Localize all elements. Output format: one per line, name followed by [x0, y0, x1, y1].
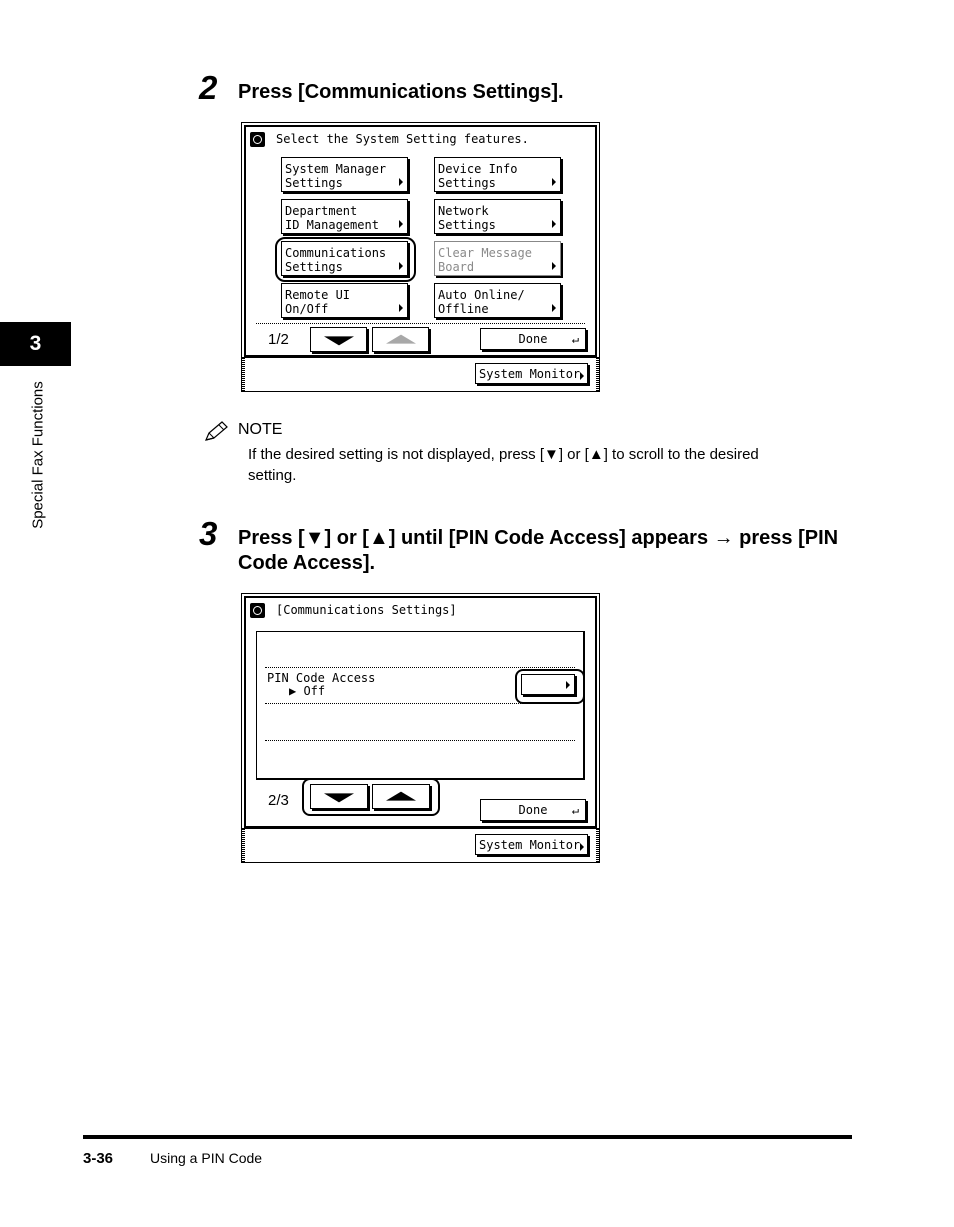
step-2-number: 2: [199, 69, 218, 106]
clear-message-board-button[interactable]: [434, 241, 561, 276]
scroll-down-button[interactable]: [310, 327, 367, 352]
done-label: Done: [518, 332, 548, 346]
pin-code-access-value: ▶ Off: [289, 684, 326, 698]
system-monitor-button[interactable]: [475, 363, 588, 384]
auto-online-offline-button[interactable]: [434, 283, 561, 318]
scroll-up-button[interactable]: [372, 327, 429, 352]
section-title: Using a PIN Code: [150, 1150, 263, 1166]
screen-main-area: [244, 596, 597, 828]
done-label: Done: [518, 803, 548, 817]
button-label-line2: ID Management: [285, 218, 379, 232]
step-3-instruction-line2: Code Access].: [238, 552, 376, 574]
step-3-instruction-line1: Press [▼] or [▲] until [PIN Code Access] appears → press [PIN: [238, 527, 839, 549]
system-monitor-label: System Monitor: [479, 367, 581, 381]
done-button[interactable]: [480, 328, 586, 350]
chevron-right-icon: [399, 220, 403, 228]
chevron-right-icon: [399, 262, 403, 270]
note-line-2: setting.: [248, 467, 297, 484]
divider: [256, 323, 585, 324]
machine-icon: [250, 132, 265, 147]
chapter-tab: [0, 322, 71, 366]
step-3-number: 3: [199, 515, 218, 552]
chevron-right-icon: [580, 372, 584, 380]
system-manager-settings-button[interactable]: [281, 157, 408, 192]
chevron-right-icon: [399, 178, 403, 186]
button-label-line2: Settings: [438, 218, 496, 232]
return-icon: ↵: [571, 332, 579, 346]
device-info-settings-button[interactable]: [434, 157, 561, 192]
hatch-left: [242, 829, 245, 862]
pin-code-access-button[interactable]: [521, 674, 575, 695]
button-label-line1: System Manager: [285, 162, 387, 176]
status-strip: [242, 357, 599, 391]
button-label-line2: Board: [438, 260, 475, 274]
hatch-right: [596, 358, 599, 391]
chevron-right-icon: [552, 178, 556, 186]
button-label-line1: Device Info: [438, 162, 518, 176]
machine-icon: [250, 603, 265, 618]
button-label-line2: Settings: [438, 176, 496, 190]
button-label-line1: Department: [285, 204, 358, 218]
scroll-up-button[interactable]: [372, 784, 430, 809]
system-monitor-label: System Monitor: [479, 838, 581, 852]
button-label-line2: On/Off: [285, 302, 329, 316]
chevron-right-icon: [552, 220, 556, 228]
list-divider: [265, 703, 575, 704]
screen-prompt: Select the System Setting features.: [276, 132, 529, 146]
pencil-icon: [203, 420, 229, 444]
pin-code-access-item: [267, 672, 375, 698]
settings-list: [256, 631, 585, 780]
chapter-number: 3: [29, 332, 42, 355]
system-monitor-button[interactable]: [475, 834, 588, 855]
button-label-line1: Network: [438, 204, 489, 218]
remote-ui-on-off-button[interactable]: [281, 283, 408, 318]
communications-settings-button[interactable]: [281, 241, 408, 276]
department-id-management-button[interactable]: [281, 199, 408, 234]
list-divider: [265, 740, 575, 741]
chevron-right-icon: [399, 304, 403, 312]
note-heading: NOTE: [238, 421, 283, 438]
chevron-right-icon: [552, 262, 556, 270]
chevron-right-icon: [566, 681, 570, 689]
triangle-up-icon: [386, 791, 416, 800]
chapter-title: Special Fax Functions: [29, 381, 47, 529]
network-settings-button[interactable]: [434, 199, 561, 234]
chevron-right-icon: [580, 843, 584, 851]
button-label-line2: Settings: [285, 176, 343, 190]
list-divider: [265, 667, 575, 668]
button-label-line1: Remote UI: [285, 288, 351, 302]
done-button[interactable]: [480, 799, 586, 821]
step-2-instruction: Press [Communications Settings].: [238, 81, 564, 103]
button-label-line2: Offline: [438, 302, 489, 316]
pin-code-access-label: PIN Code Access: [267, 671, 376, 685]
hatch-right: [596, 829, 599, 862]
status-strip: [242, 828, 599, 862]
screen-system-settings: [241, 122, 600, 392]
scroll-down-button[interactable]: [310, 784, 368, 809]
button-label-line1: Clear Message: [438, 246, 532, 260]
button-label-line1: Auto Online/: [438, 288, 525, 302]
screen-communications-settings: [241, 593, 600, 863]
screen-prompt: [Communications Settings]: [276, 603, 457, 617]
triangle-down-icon: [324, 793, 354, 802]
return-icon: ↵: [571, 803, 579, 817]
button-label-line1: Communications: [285, 246, 387, 260]
footer-rule: [83, 1135, 852, 1139]
page-indicator: 1/2: [268, 331, 289, 348]
page-indicator: 2/3: [268, 792, 289, 809]
button-label-line2: Settings: [285, 260, 343, 274]
hatch-left: [242, 358, 245, 391]
screen-main-area: [244, 125, 597, 357]
note-line-1: If the desired setting is not displayed, press [▼] or [▲] to scroll to the desired: [248, 446, 759, 463]
chevron-right-icon: [552, 304, 556, 312]
triangle-up-icon: [386, 334, 416, 343]
triangle-down-icon: [324, 336, 354, 345]
page-number: 3-36: [83, 1150, 114, 1167]
